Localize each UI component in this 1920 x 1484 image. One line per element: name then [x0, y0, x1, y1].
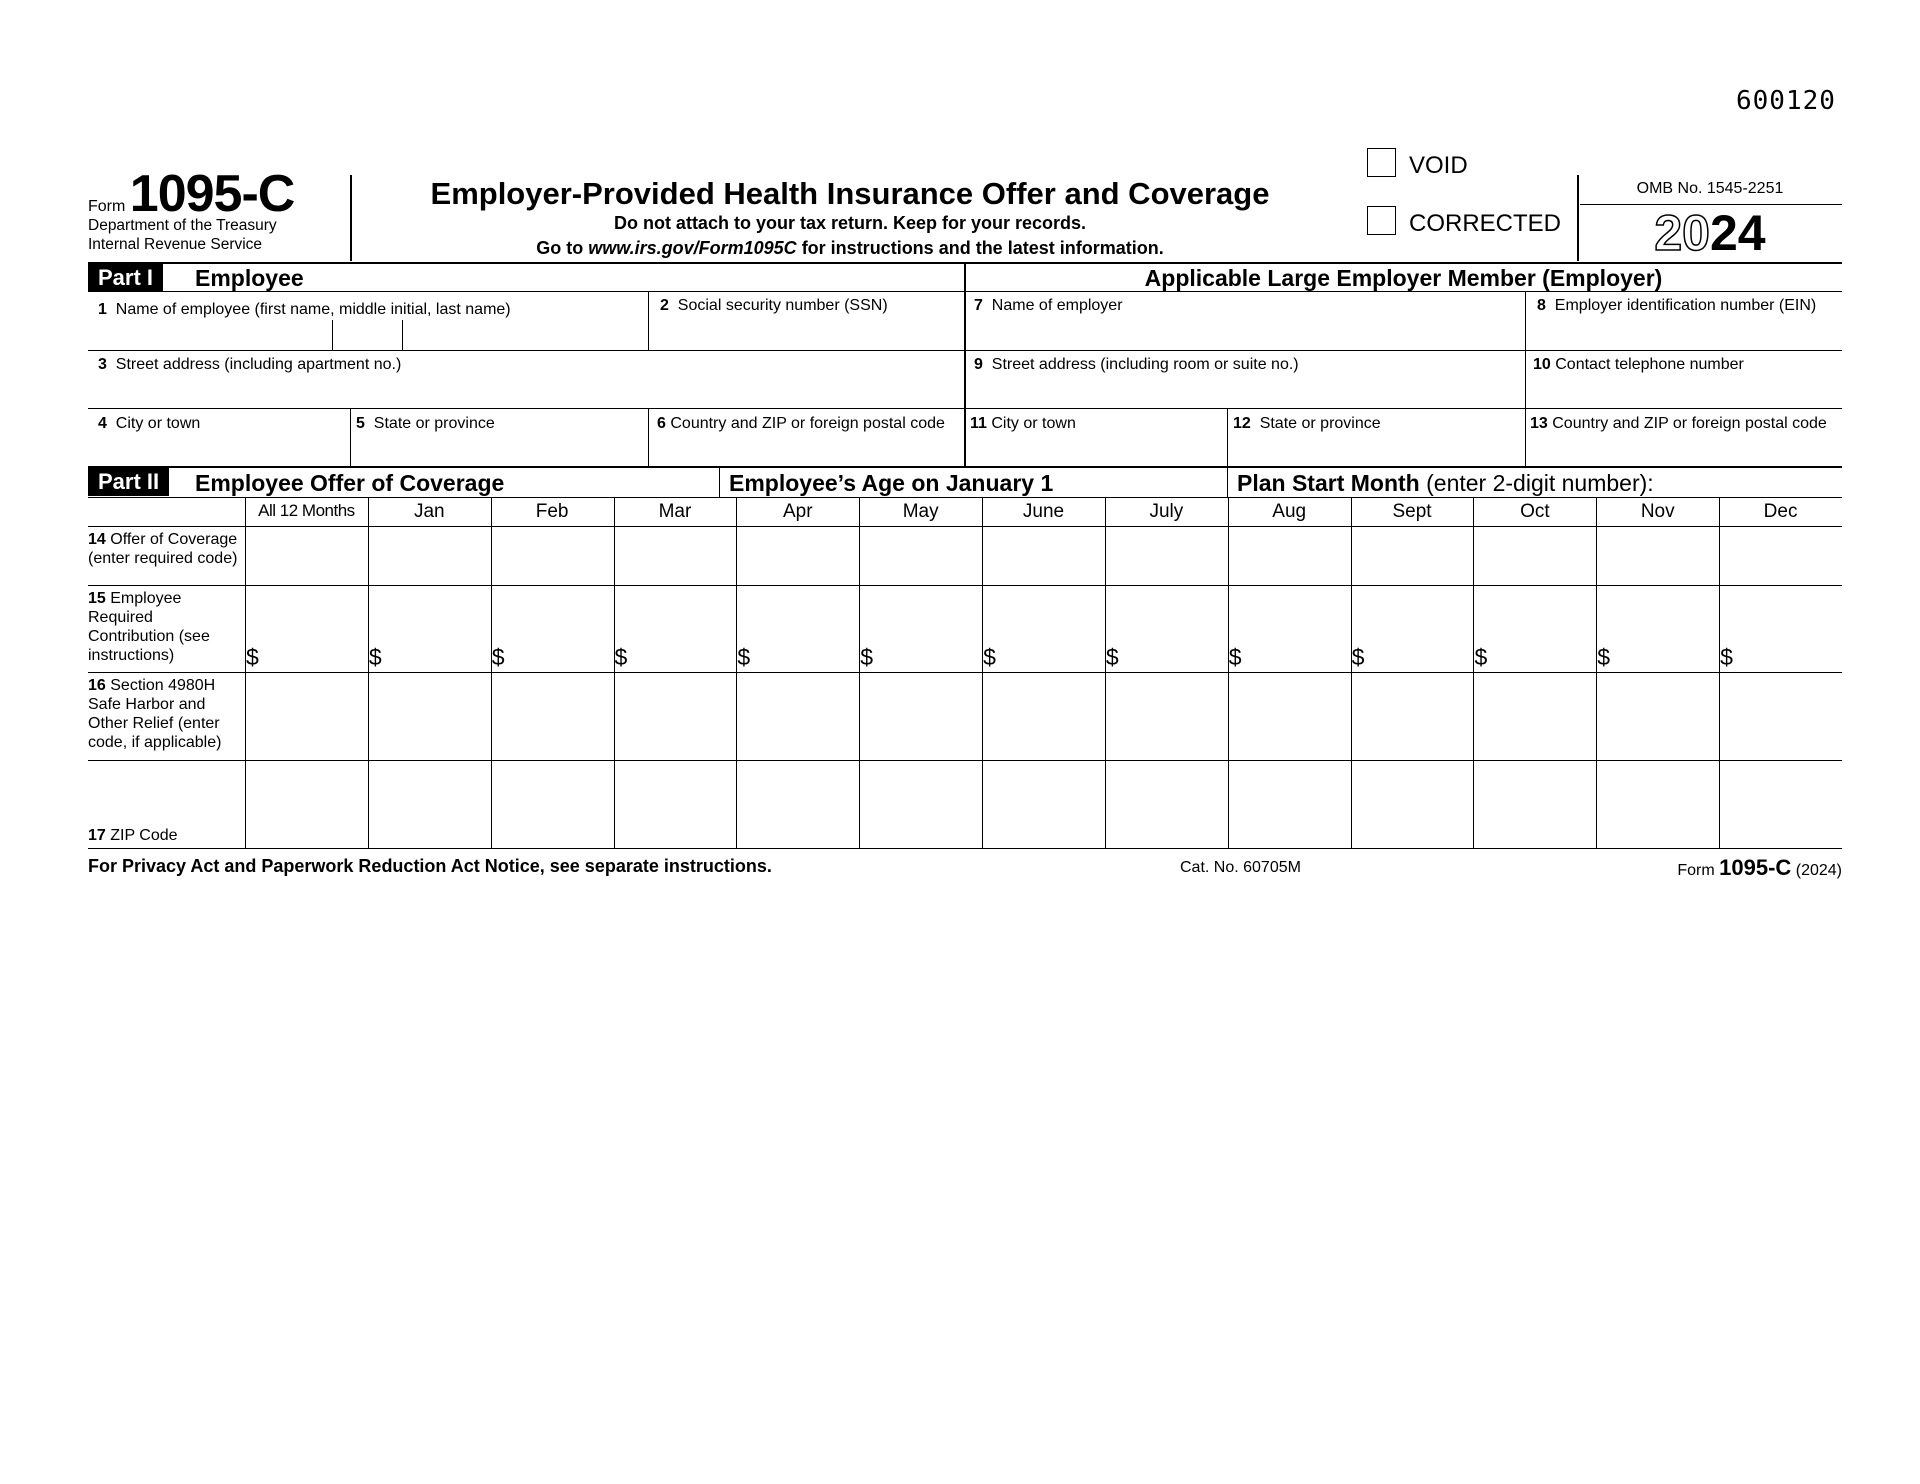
employee-name-field[interactable] [98, 300, 638, 348]
row-17-cell[interactable] [1720, 761, 1841, 847]
month-header: Oct [1520, 501, 1550, 522]
divider-emp-state [1227, 408, 1228, 466]
field-2-num: 2 [660, 297, 669, 314]
form-subtitle-2 [350, 238, 1350, 259]
row-15-cell[interactable] [492, 586, 613, 671]
row-17-text: ZIP Code [110, 827, 178, 844]
row-17-cell[interactable] [246, 761, 367, 847]
month-header: Apr [783, 501, 813, 522]
corrected-label: CORRECTED [1409, 210, 1562, 237]
dept-line1: Department of the Treasury [88, 217, 277, 234]
dollar-sign: $ [1351, 644, 1365, 670]
part2-divider-plan [1227, 468, 1228, 498]
divider-ssn [648, 291, 649, 350]
row-15-cell[interactable] [615, 586, 736, 671]
footer-form-year: (2024) [1795, 862, 1842, 879]
row-14-cell[interactable] [1720, 527, 1841, 584]
part2-divider-age [719, 468, 720, 498]
month-header: July [1149, 501, 1184, 522]
month-header: June [1022, 501, 1065, 522]
row-17-cell[interactable] [860, 761, 981, 847]
field-6-label: Country and ZIP or foreign postal code [670, 415, 945, 432]
field-1-label: Name of employee (first name, middle initial, last name) [115, 301, 511, 318]
month-header: Aug [1272, 501, 1307, 522]
row-17-cell[interactable] [615, 761, 736, 847]
row-16-text: Section 4980H Safe Harbor and Other Relief (enter code, if applicable) [88, 677, 222, 751]
plan-label-rest: (enter 2-digit number): [1419, 470, 1654, 496]
field-12-num: 12 [1233, 415, 1251, 432]
form-subtitle-1: Do not attach to your tax return. Keep for your records. [613, 213, 1087, 233]
part1-title: Employee [195, 265, 304, 291]
part1-rule-b [88, 350, 1842, 351]
employee-city-field[interactable] [98, 414, 343, 464]
row-15-cell[interactable] [983, 586, 1104, 671]
row-17-cell[interactable] [1106, 761, 1227, 847]
month-header: Jan [413, 501, 445, 522]
divider-state [350, 408, 351, 466]
privacy-notice: For Privacy Act and Paperwork Reduction Act Notice, see separate instructions. [88, 856, 772, 876]
divider-country [648, 408, 649, 466]
contact-phone-field[interactable] [1533, 355, 1838, 405]
part2-tag: Part II [88, 468, 169, 496]
row-15-num: 15 [88, 590, 106, 607]
row-17-num: 17 [88, 827, 106, 844]
field-1-num: 1 [98, 301, 107, 318]
row-15-label [88, 589, 239, 665]
row-14-cell[interactable] [246, 527, 367, 584]
dollar-sign: $ [860, 644, 874, 670]
row-14-cell[interactable] [492, 527, 613, 584]
form-code: 600120 [1736, 86, 1836, 116]
row-14-cell[interactable] [1597, 527, 1718, 584]
row-15-cell[interactable] [1106, 586, 1227, 671]
row-15-cell[interactable] [860, 586, 981, 671]
employee-country-zip-field[interactable] [657, 414, 962, 464]
field-5-label: State or province [373, 415, 495, 432]
dollar-sign: $ [1597, 644, 1611, 670]
divider-ein [1525, 291, 1526, 466]
footer-form-word: Form [1677, 862, 1715, 879]
catalog-number: Cat. No. 60705M [1180, 859, 1301, 876]
part1-tag: Part I [88, 264, 163, 292]
grid-row-rule [88, 848, 1842, 849]
month-header: Nov [1640, 501, 1675, 522]
age-label: Employee’s Age on January 1 [729, 470, 1054, 496]
field-3-label: Street address (including apartment no.) [115, 356, 402, 373]
row-17-cell[interactable] [983, 761, 1104, 847]
row-17-cell[interactable] [369, 761, 490, 847]
subtitle2-pre: Go to [536, 238, 589, 258]
row-15-cell[interactable] [369, 586, 490, 671]
row-15-cell[interactable] [1352, 586, 1473, 671]
dollar-sign: $ [614, 644, 628, 670]
month-header-all: All 12 Months [258, 501, 355, 520]
row-16-cell[interactable] [492, 673, 613, 759]
row-16-cell[interactable] [1474, 673, 1595, 759]
ein-field[interactable] [1537, 296, 1842, 346]
part2-title: Employee Offer of Coverage [195, 470, 505, 496]
month-header: Feb [535, 501, 569, 522]
field-8-num: 8 [1537, 297, 1546, 314]
part2-band-rule [88, 497, 1842, 498]
footer-form-number: 1095-C [1719, 855, 1792, 880]
employee-state-field[interactable] [356, 414, 641, 464]
plan-label-bold: Plan Start Month [1237, 470, 1420, 496]
void-label: VOID [1409, 152, 1468, 179]
plan-start-label [1237, 469, 1654, 497]
field-3-num: 3 [98, 356, 107, 373]
row-15-cell[interactable] [737, 586, 858, 671]
year-bold: 24 [1710, 205, 1766, 261]
dollar-sign: $ [368, 644, 382, 670]
dollar-sign: $ [1228, 644, 1242, 670]
row-17-cell[interactable] [1597, 761, 1718, 847]
month-header: Mar [658, 501, 692, 522]
employer-country-zip-field[interactable] [1530, 414, 1842, 464]
dollar-sign: $ [1474, 644, 1488, 670]
month-header: Dec [1763, 501, 1798, 522]
employer-street-field[interactable] [974, 355, 1519, 405]
row-15-cell[interactable] [1720, 586, 1841, 671]
row-14-cell[interactable] [369, 527, 490, 584]
dollar-sign: $ [737, 644, 751, 670]
row-16-cell[interactable] [983, 673, 1104, 759]
row-14-cell[interactable] [1474, 527, 1595, 584]
field-9-label: Street address (including room or suite no.) [991, 356, 1299, 373]
part1-rule-c [88, 408, 1842, 409]
dollar-sign: $ [1105, 644, 1119, 670]
row-16-cell[interactable] [1720, 673, 1841, 759]
row-16-cell[interactable] [860, 673, 981, 759]
row-14-cell[interactable] [983, 527, 1104, 584]
field-7-num: 7 [974, 297, 983, 314]
void-checkbox[interactable] [1367, 148, 1396, 177]
row-14-num: 14 [88, 531, 106, 548]
row-16-cell[interactable] [615, 673, 736, 759]
field-7-label: Name of employer [991, 297, 1123, 314]
field-12-label: State or province [1259, 415, 1381, 432]
row-17-cell[interactable] [1474, 761, 1595, 847]
field-4-num: 4 [98, 415, 107, 432]
row-16-num: 16 [88, 677, 106, 694]
form-identifier [88, 165, 348, 254]
tax-year [1580, 206, 1840, 260]
field-11-num: 11 [970, 415, 987, 432]
row-14-cell[interactable] [615, 527, 736, 584]
row-14-cell[interactable] [1106, 527, 1227, 584]
row-14-cell[interactable] [860, 527, 981, 584]
year-outline: 20 [1654, 205, 1710, 261]
dept-line2: Internal Revenue Service [88, 236, 263, 253]
field-11-label: City or town [991, 415, 1076, 432]
row-16-cell[interactable] [1597, 673, 1718, 759]
row-15-text: Employee Required Contribution (see instructions) [88, 590, 210, 664]
row-16-cell[interactable] [246, 673, 367, 759]
row-16-cell[interactable] [369, 673, 490, 759]
field-10-label: Contact telephone number [1555, 356, 1744, 373]
row-17-cell[interactable] [737, 761, 858, 847]
row-15-cell[interactable] [1597, 586, 1718, 671]
field-13-num: 13 [1530, 415, 1548, 432]
dollar-sign: $ [246, 644, 259, 670]
field-2-label: Social security number (SSN) [677, 297, 888, 314]
form-number: 1095-C [129, 165, 295, 223]
row-14-label [88, 530, 239, 568]
employer-name-field[interactable] [974, 296, 1519, 346]
field-8-label: Employer identification number (EIN) [1554, 297, 1817, 314]
row-15-cell[interactable] [1229, 586, 1350, 671]
field-10-num: 10 [1533, 356, 1551, 373]
month-header: Sept [1392, 501, 1432, 522]
part1-rule-a [88, 291, 1842, 292]
subtitle2-post: for instructions and the latest information. [796, 238, 1164, 258]
row-14-cell[interactable] [737, 527, 858, 584]
row-15-cell[interactable] [1474, 586, 1595, 671]
field-6-num: 6 [657, 415, 666, 432]
employer-state-field[interactable] [1233, 414, 1518, 464]
row-15-cell[interactable] [246, 586, 367, 671]
form-word: Form [88, 198, 126, 215]
footer-form-id [1600, 855, 1842, 881]
part1-center-divider [964, 262, 966, 467]
corrected-checkbox[interactable] [1367, 206, 1396, 235]
ssn-field[interactable] [660, 296, 960, 346]
row-14-cell[interactable] [1229, 527, 1350, 584]
irs-url-link[interactable]: www.irs.gov/Form1095C [588, 238, 797, 258]
row-14-text: Offer of Coverage (enter required code) [88, 531, 238, 567]
field-4-label: City or town [115, 415, 201, 432]
row-17-cell[interactable] [492, 761, 613, 847]
form-title: Employer-Provided Health Insurance Offer and Coverage [430, 176, 1270, 211]
row-16-label [88, 676, 239, 752]
employer-section-title: Applicable Large Employer Member (Employer) [1144, 265, 1663, 291]
field-9-num: 9 [974, 356, 983, 373]
field-5-num: 5 [356, 415, 365, 432]
part1-bottom-rule [88, 466, 1842, 468]
dollar-sign: $ [983, 644, 996, 670]
row-16-cell[interactable] [1229, 673, 1350, 759]
field-13-label: Country and ZIP or foreign postal code [1552, 415, 1827, 432]
employer-city-field[interactable] [970, 414, 1220, 464]
header-divider-right [1577, 175, 1579, 261]
row-14-cell[interactable] [1352, 527, 1473, 584]
row-16-cell[interactable] [737, 673, 858, 759]
row-17-label [88, 826, 239, 845]
row-16-cell[interactable] [1106, 673, 1227, 759]
row-17-cell[interactable] [1352, 761, 1473, 847]
dollar-sign: $ [491, 644, 505, 670]
row-17-cell[interactable] [1229, 761, 1350, 847]
month-header: May [902, 501, 939, 522]
employee-street-field[interactable] [98, 355, 958, 405]
row-16-cell[interactable] [1352, 673, 1473, 759]
dollar-sign: $ [1720, 644, 1733, 670]
omb-number: OMB No. 1545-2251 [1636, 180, 1784, 197]
